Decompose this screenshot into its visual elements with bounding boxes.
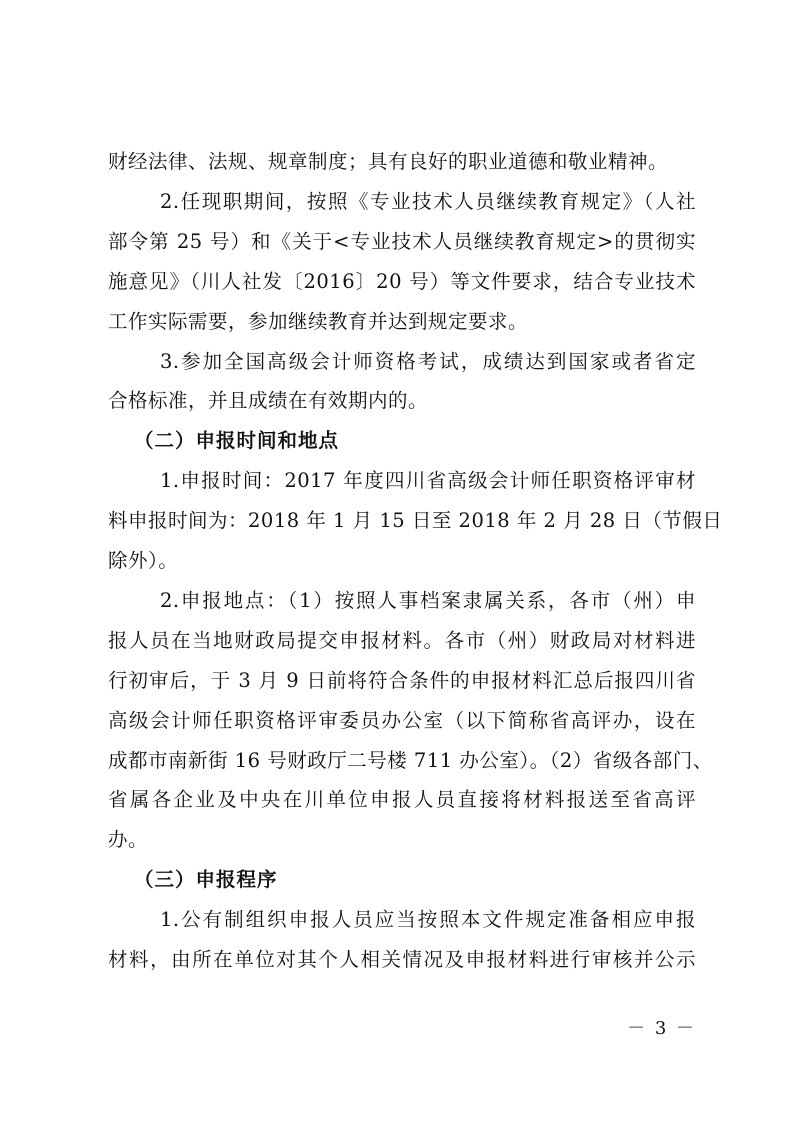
- paragraph-line: 料申报时间为：2018 年 1 月 15 日至 2018 年 2 月 28 日（节假日: [108, 509, 723, 532]
- paragraph-line: 成都市南新街 16 号财政厅二号楼 711 办公室）。（2）省级各部门、: [108, 749, 713, 772]
- paragraph-line: 材料，由所在单位对其个人相关情况及申报材料进行审核并公示: [108, 948, 696, 971]
- paragraph-line: 行初审后，于 3 月 9 日前将符合条件的申报材料汇总后报四川省: [108, 669, 696, 692]
- paragraph-line: 省属各企业及中央在川单位申报人员直接将材料报送至省高评: [108, 788, 696, 811]
- paragraph-line: 工作实际需要，参加继续教育并达到规定要求。: [108, 310, 529, 333]
- paragraph-line: 2.申报地点：（1）按照人事档案隶属关系，各市（州）申: [160, 589, 696, 612]
- paragraph-line: 除外）。: [108, 549, 179, 572]
- paragraph-line: 合格标准，并且成绩在有效期内的。: [108, 389, 429, 412]
- paragraph-line: 报人员在当地财政局提交申报材料。各市（州）财政局对材料进: [108, 629, 696, 652]
- paragraph-line: 1.申报时间：2017 年度四川省高级会计师任职资格评审材: [160, 469, 696, 492]
- section-heading: （二）申报时间和地点: [134, 429, 340, 452]
- paragraph-line: 高级会计师任职资格评审委员办公室（以下简称省高评办，设在: [108, 709, 696, 732]
- paragraph-line: 1.公有制组织申报人员应当按照本文件规定准备相应申报: [160, 908, 696, 931]
- page-number: － 3 －: [627, 1018, 696, 1039]
- paragraph-line: 施意见》（川人社发〔2016〕20 号）等文件要求，结合专业技术: [108, 270, 696, 293]
- paragraph-line: 2.任现职期间，按照《专业技术人员继续教育规定》（人社: [160, 190, 696, 213]
- paragraph-line: 部令第 25 号）和《关于<专业技术人员继续教育规定>的贯彻实: [108, 230, 696, 253]
- paragraph-line: 办。: [108, 828, 149, 851]
- section-heading: （三）申报程序: [134, 868, 278, 891]
- paragraph-line: 财经法律、法规、规章制度；具有良好的职业道德和敬业精神。: [108, 150, 669, 173]
- paragraph-line: 3.参加全国高级会计师资格考试，成绩达到国家或者省定: [160, 350, 696, 373]
